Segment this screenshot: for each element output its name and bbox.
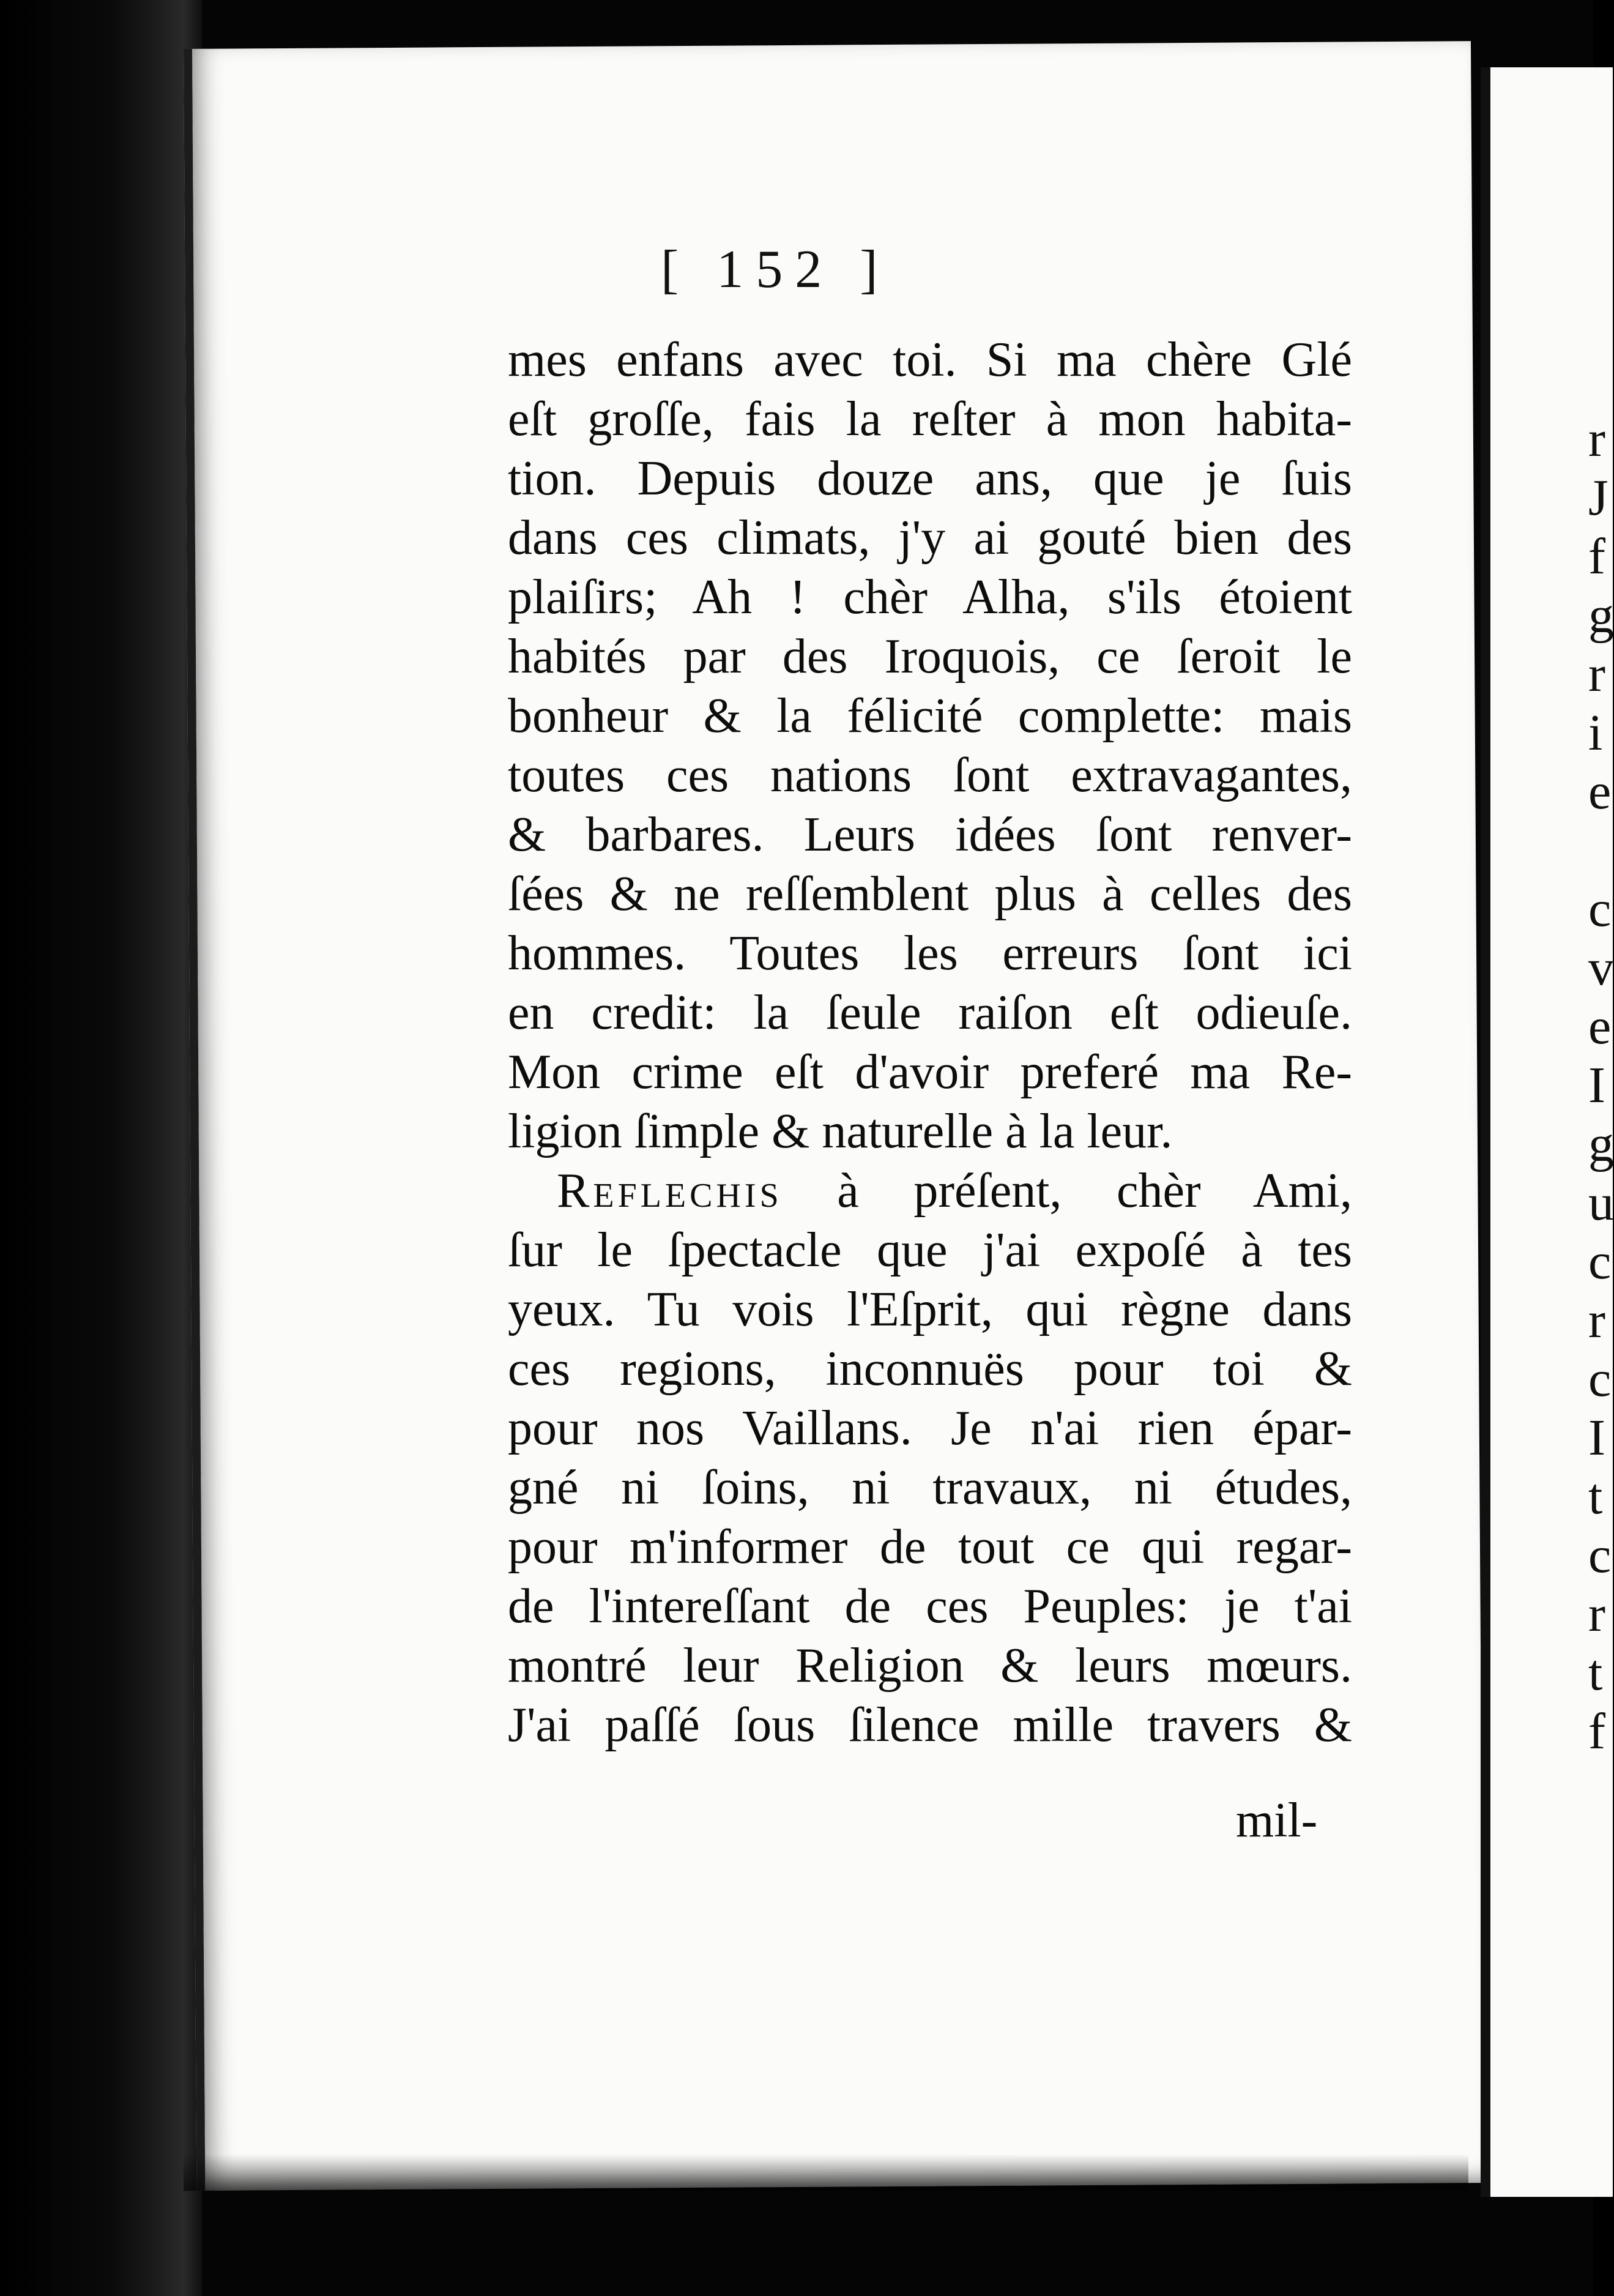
next-page-letter: r	[1588, 411, 1605, 468]
next-page-edge	[1481, 67, 1613, 2197]
next-page-letters	[1588, 410, 1613, 1761]
page-bottom-shadow	[184, 2154, 1468, 2191]
next-page-letter: I	[1588, 1409, 1605, 1466]
text-line: bonheur & la félicité complette: mais	[508, 689, 1352, 743]
text-line: de l'intereſſant de ces Peuples: je t'ai	[508, 1579, 1352, 1633]
text-line: ces regions, inconnuës pour toi &	[508, 1342, 1352, 1396]
text-line: toutes ces nations ſont extravagantes,	[508, 748, 1352, 802]
body-text	[508, 330, 1352, 1755]
next-page-letter: g	[1588, 587, 1614, 644]
next-page-letter	[1588, 821, 1613, 880]
next-page-letter: g	[1588, 1116, 1614, 1172]
next-page-letter: r	[1588, 646, 1605, 703]
next-page-letter: e	[1588, 998, 1612, 1055]
paragraph-first-rest: à préſent, chèr Ami,	[782, 1164, 1352, 1218]
text-line: montré leur Religion & leurs mœurs.	[508, 1639, 1352, 1693]
next-page-letter: f	[1588, 528, 1605, 585]
next-page-letter: t	[1588, 1644, 1603, 1701]
text-line: en credit: la ſeule raiſon eſt odieuſe.	[508, 986, 1352, 1040]
text-line: ſur le ſpectacle que j'ai expoſé à tes	[508, 1223, 1352, 1277]
next-page-letter: c	[1588, 1351, 1612, 1407]
text-line: hommes. Toutes les erreurs ſont ici	[508, 926, 1352, 980]
text-line: & barbares. Leurs idées ſont renver-	[508, 808, 1352, 862]
next-page-letter: f	[1588, 1703, 1605, 1760]
next-page-letter: J	[1588, 469, 1608, 526]
next-page-letter: e	[1588, 763, 1612, 820]
next-page-letter: v	[1588, 939, 1614, 996]
text-line: yeux. Tu vois l'Eſprit, qui règne dans	[508, 1283, 1352, 1336]
text-line: pour nos Vaillans. Je n'ai rien épar-	[508, 1401, 1352, 1455]
next-page-letter: c	[1588, 1233, 1612, 1290]
paragraph-2-first-line	[508, 1161, 1352, 1221]
text-line: habités par des Iroquois, ce ſeroit le	[508, 630, 1352, 684]
next-page-letter: i	[1588, 704, 1603, 761]
text-line: dans ces climats, j'y ai gouté bien des	[508, 511, 1352, 565]
text-line: pour m'informer de tout ce qui regar-	[508, 1520, 1352, 1574]
next-page-letter: I	[1588, 1057, 1605, 1114]
text-line: plaiſirs; Ah ! chèr Alha, s'ils étoient	[508, 570, 1352, 624]
text-line: tion. Depuis douze ans, que je ſuis	[508, 452, 1352, 505]
page-number: [ 152 ]	[661, 240, 890, 299]
text-line: ligion ſimple & naturelle à la leur.	[508, 1105, 1173, 1158]
catchword: mil-	[1236, 1794, 1318, 1847]
text-line: eſt groſſe, fais la reſter à mon habita-	[508, 392, 1352, 446]
next-page-letter: t	[1588, 1468, 1603, 1525]
next-page-letter: c	[1588, 881, 1612, 937]
text-line: ſées & ne reſſemblent plus à celles des	[508, 867, 1352, 921]
next-page-letter: u	[1588, 1174, 1614, 1231]
book-binding-edge	[0, 0, 202, 2296]
next-page-letter: c	[1588, 1527, 1612, 1584]
next-page-letter: r	[1588, 1586, 1605, 1642]
paragraph-lead-word: Reflechis	[557, 1164, 783, 1218]
text-line: gné ni ſoins, ni travaux, ni études,	[508, 1461, 1352, 1515]
text-line: mes enfans avec toi. Si ma chère Glé	[508, 333, 1352, 387]
next-page-letter: r	[1588, 1292, 1605, 1349]
text-line: J'ai paſſé ſous ſilence mille travers &	[508, 1698, 1352, 1752]
text-line: Mon crime eſt d'avoir preferé ma Re-	[508, 1045, 1352, 1099]
